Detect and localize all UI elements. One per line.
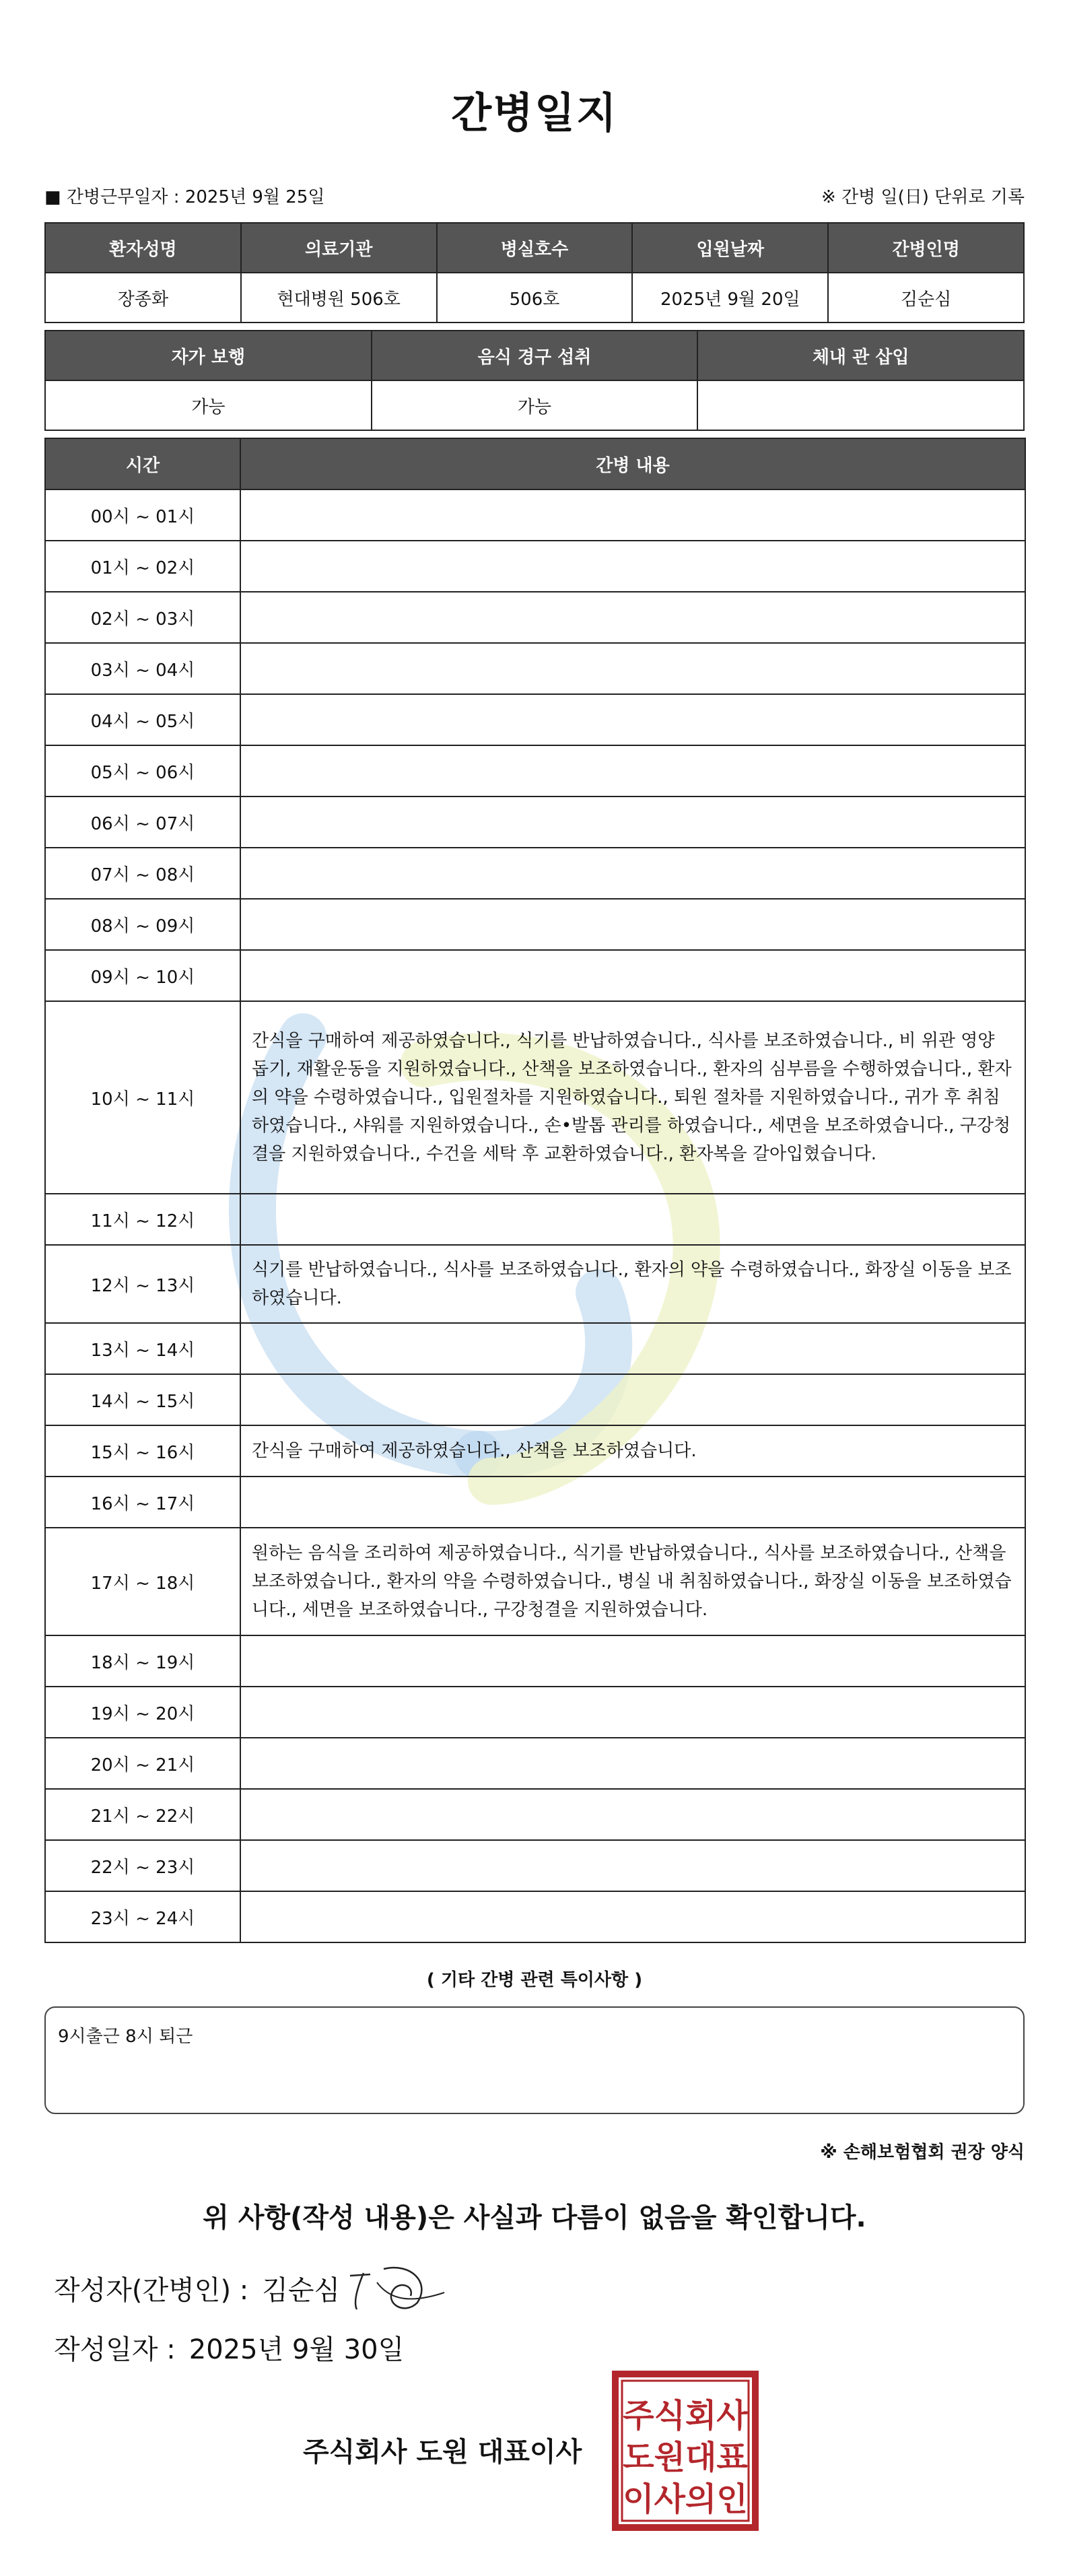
table-row [45,1738,1025,1789]
confirmation-statement: 위 사항(작성 내용)은 사실과 다름이 없음을 확인합니다. [203,2202,866,2233]
time-cell: 00시 ~ 01시 [45,489,240,541]
table-row [45,592,1025,643]
table-row [45,1194,1025,1245]
content-cell [240,1789,1025,1840]
company-name: 주식회사 도원 대표이사 [303,2437,582,2468]
writer-name: 김순심 [262,2275,341,2306]
table-row [45,541,1025,592]
content-cell [240,848,1025,899]
content-cell [240,592,1025,643]
header-admission-date: 입원날짜 [632,223,828,273]
tube-status [697,380,1024,430]
header-oral-intake: 음식 경구 섭취 [372,331,698,380]
content-cell [240,1374,1025,1425]
table-row [45,1374,1025,1425]
table-row [45,899,1025,950]
date-label: 작성일자 : [54,2334,176,2365]
table-row [45,1789,1025,1840]
form-note: ※ 손해보험협회 권장 양식 [820,2142,1025,2163]
header-patient-name: 환자성명 [45,223,241,273]
work-date: ■ 간병근무일자 : 2025년 9월 25일 [44,187,325,207]
time-cell: 13시 ~ 14시 [45,1323,240,1374]
content-cell [240,1635,1025,1687]
time-cell: 04시 ~ 05시 [45,694,240,745]
time-cell: 17시 ~ 18시 [45,1528,240,1635]
writer-line [54,2269,340,2307]
handwritten-signature [337,2256,458,2316]
header-caregiver-name: 간병인명 [828,223,1024,273]
header-tube: 체내 관 삽입 [697,331,1024,380]
content-cell [240,1840,1025,1891]
content-cell: 식기를 반납하였습니다., 식사를 보조하였습니다., 환자의 약을 수령하였습니다., 화장실 이동을 보조하였습니다. [240,1245,1025,1323]
time-cell: 10시 ~ 11시 [45,1001,240,1194]
table-row [45,1635,1025,1687]
table-row [45,1687,1025,1738]
table-row [45,1477,1025,1528]
table-row [45,950,1025,1001]
table-row [45,643,1025,694]
oral-intake-status: 가능 [372,380,698,430]
header-hospital: 의료기관 [241,223,437,273]
special-notes-text: 9시출근 8시 퇴근 [58,2027,193,2047]
time-cell: 03시 ~ 04시 [45,643,240,694]
admission-date: 2025년 9월 20일 [632,273,828,323]
header-walking: 자가 보행 [45,331,372,380]
svg-text:도원대표: 도원대표 [623,2439,748,2476]
content-cell [240,694,1025,745]
table-row [45,1528,1025,1635]
header-time: 시간 [45,438,240,489]
table-row [45,745,1025,796]
document-title: 간병일지 [451,88,618,137]
header-care-content: 간병 내용 [240,438,1025,489]
writer-label: 작성자(간병인) : [54,2275,249,2306]
walking-status: 가능 [45,380,372,430]
room-number: 506호 [437,273,633,323]
special-notes-box [44,2006,1025,2114]
record-note: ※ 간병 일(日) 단위로 기록 [821,187,1025,207]
content-cell [240,643,1025,694]
hospital: 현대병원 506호 [241,273,437,323]
care-log-table [44,438,1026,1943]
time-cell: 19시 ~ 20시 [45,1687,240,1738]
table-row [45,694,1025,745]
content-cell [240,950,1025,1001]
table-row [45,1001,1025,1194]
time-cell: 06시 ~ 07시 [45,796,240,848]
table-row [45,1840,1025,1891]
time-cell: 18시 ~ 19시 [45,1635,240,1687]
table-row [45,848,1025,899]
content-cell [240,899,1025,950]
time-cell: 02시 ~ 03시 [45,592,240,643]
content-cell: 간식을 구매하여 제공하였습니다., 식기를 반납하였습니다., 식사를 보조하였습니다., 비 위관 영양 돕기, 재활운동을 지원하였습니다., 산책을 보조하였습니다., 환자의 심부름을 수행하였습니다., 환자의 약을 수령하였습니다., 입원절차를 지원하였습니다., 퇴원 절차를 지원하였습니다., 귀가 후 취침하였습니다., 샤워를 지원하였습니다., 손•발톱 관리를 하였습니다., 세면을 보조하였습니다., 구강청결을 지원하였습니다., 수건을 세탁 후 교환하였습니다., 환자복을 갈아입혔습니다. [240,1001,1025,1194]
date-value: 2025년 9월 30일 [188,2334,405,2365]
time-cell: 14시 ~ 15시 [45,1374,240,1425]
time-cell: 01시 ~ 02시 [45,541,240,592]
time-cell: 11시 ~ 12시 [45,1194,240,1245]
time-cell: 20시 ~ 21시 [45,1738,240,1789]
special-notes-title: ( 기타 간병 관련 특이사항 ) [426,1970,643,1990]
content-cell [240,489,1025,541]
content-cell [240,745,1025,796]
content-cell [240,1194,1025,1245]
table-row [45,489,1025,541]
content-cell [240,541,1025,592]
content-cell [240,1477,1025,1528]
content-cell: 간식을 구매하여 제공하였습니다., 산책을 보조하였습니다. [240,1425,1025,1477]
time-cell: 12시 ~ 13시 [45,1245,240,1323]
table-row [45,1891,1025,1942]
content-cell [240,1687,1025,1738]
patient-status-table [44,330,1025,431]
time-cell: 08시 ~ 09시 [45,899,240,950]
company-seal-stamp [611,2370,759,2532]
time-cell: 09시 ~ 10시 [45,950,240,1001]
content-cell: 원하는 음식을 조리하여 제공하였습니다., 식기를 반납하였습니다., 식사를 보조하였습니다., 산책을 보조하였습니다., 환자의 약을 수령하였습니다., 병실 내 취침하였습니다., 화장실 이동을 보조하였습니다., 세면을 보조하였습니다., 구강청결을 지원하였습니다. [240,1528,1025,1635]
time-cell: 15시 ~ 16시 [45,1425,240,1477]
content-cell [240,1891,1025,1942]
content-cell [240,1738,1025,1789]
table-row [45,1425,1025,1477]
patient-name: 장종화 [45,273,241,323]
patient-info-table [44,222,1025,323]
time-cell: 22시 ~ 23시 [45,1840,240,1891]
date-line [54,2328,404,2367]
content-cell [240,1323,1025,1374]
table-row [45,1245,1025,1323]
content-cell [240,796,1025,848]
svg-text:이사의인: 이사의인 [623,2480,748,2518]
time-cell: 07시 ~ 08시 [45,848,240,899]
time-cell: 05시 ~ 06시 [45,745,240,796]
caregiver-name: 김순심 [828,273,1024,323]
time-cell: 16시 ~ 17시 [45,1477,240,1528]
svg-text:주식회사: 주식회사 [623,2397,748,2435]
time-cell: 21시 ~ 22시 [45,1789,240,1840]
table-row [45,796,1025,848]
time-cell: 23시 ~ 24시 [45,1891,240,1942]
header-room: 병실호수 [437,223,633,273]
table-row [45,1323,1025,1374]
